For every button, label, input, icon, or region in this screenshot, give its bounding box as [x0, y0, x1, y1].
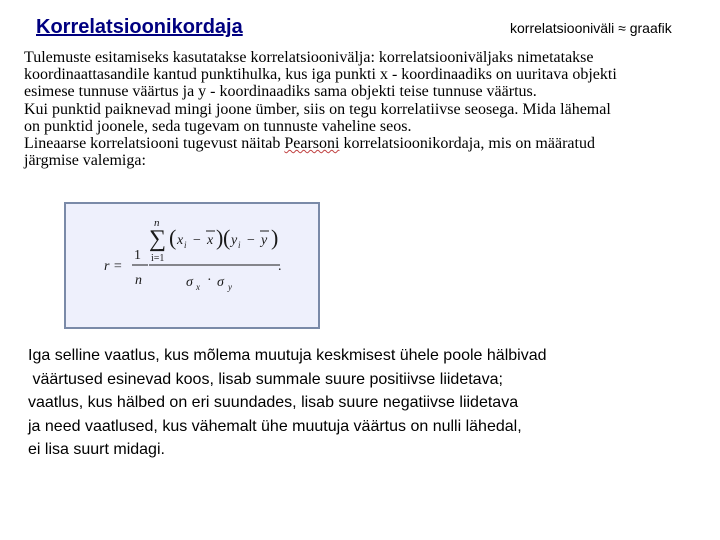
- explanation-line: väärtused esinevad koos, lisab summale suure positiivse liidetava;: [28, 370, 503, 388]
- sigma-y-sub: y: [228, 282, 232, 292]
- intro-line: Kui punktid paiknevad mingi joone ümber, siis on tegu korrelatiivse seosega. Mida lähemal: [24, 100, 611, 118]
- sum-lower-limit: i=1: [151, 253, 165, 264]
- intro-line: koordinaattasandile kantud punktihulka, kus iga punkti x - koordinaadiks on uuritava objekti: [24, 66, 617, 84]
- page-title: Korrelatsioonikordaja: [36, 16, 243, 38]
- intro-line: on punktid joonele, seda tugevam on tunnuste vaheline seos.: [24, 117, 412, 135]
- pearson-formula: [66, 204, 322, 331]
- sigma-y: σ: [217, 275, 224, 290]
- multiply-dot: ·: [207, 273, 212, 288]
- intro-line: [24, 135, 704, 152]
- sigma-x-sub: x: [196, 282, 200, 292]
- paren-close-1: ): [216, 225, 224, 250]
- y-i: y: [231, 233, 238, 248]
- paren-open-2: (: [223, 225, 231, 250]
- intro-line-start: Lineaarse korrelatsiooni tugevust näitab: [24, 135, 285, 153]
- intro-line-end: korrelatsioonikordaja, mis on määratud: [339, 135, 595, 153]
- sigma-x: σ: [186, 275, 193, 290]
- explanation-text: [28, 344, 708, 462]
- formula-one: 1: [134, 248, 141, 263]
- minus-1: −: [193, 233, 201, 248]
- intro-line: järgmise valemiga:: [24, 152, 146, 170]
- explanation-line: ja need vaatlused, kus vähemalt ühe muutuja väärtus on nulli lähedal,: [28, 417, 522, 435]
- y-i-sub: i: [238, 240, 241, 250]
- paren-open-1: (: [169, 225, 177, 250]
- minus-2: −: [247, 233, 255, 248]
- formula-box: [64, 202, 320, 329]
- intro-line: Tulemuste esitamiseks kasutatakse korrelatsioonivälja: korrelatsiooniväljaks nimetatakse: [24, 49, 594, 66]
- x-i-sub: i: [184, 240, 187, 250]
- formula-lhs: r =: [104, 259, 123, 274]
- intro-line: esimese tunnuse väärtus ja y - koordinaadiks sama objekti teise tunnuse väärtus.: [24, 83, 537, 101]
- explanation-line: ei lisa suurt midagi.: [28, 441, 165, 459]
- sum-sign: ∑: [149, 226, 167, 252]
- formula-period: .: [278, 259, 282, 274]
- page-subtitle: korrelatsiooniväli ≈ graafik: [510, 20, 672, 36]
- x-i: x: [177, 233, 184, 248]
- sum-upper-limit: n: [154, 217, 160, 229]
- explanation-line: Iga selline vaatlus, kus mõlema muutuja keskmisest ühele poole hälbivad: [28, 347, 547, 364]
- explanation-line: vaatlus, kus hälbed on eri suundades, lisab suure negatiivse liidetava: [28, 394, 519, 412]
- spellcheck-word: Pearsoni: [284, 135, 340, 153]
- formula-n: n: [135, 273, 142, 288]
- intro-paragraph: [24, 49, 704, 169]
- paren-close-2: ): [271, 225, 279, 250]
- y-bar: y: [261, 233, 268, 248]
- x-bar: x: [207, 233, 214, 248]
